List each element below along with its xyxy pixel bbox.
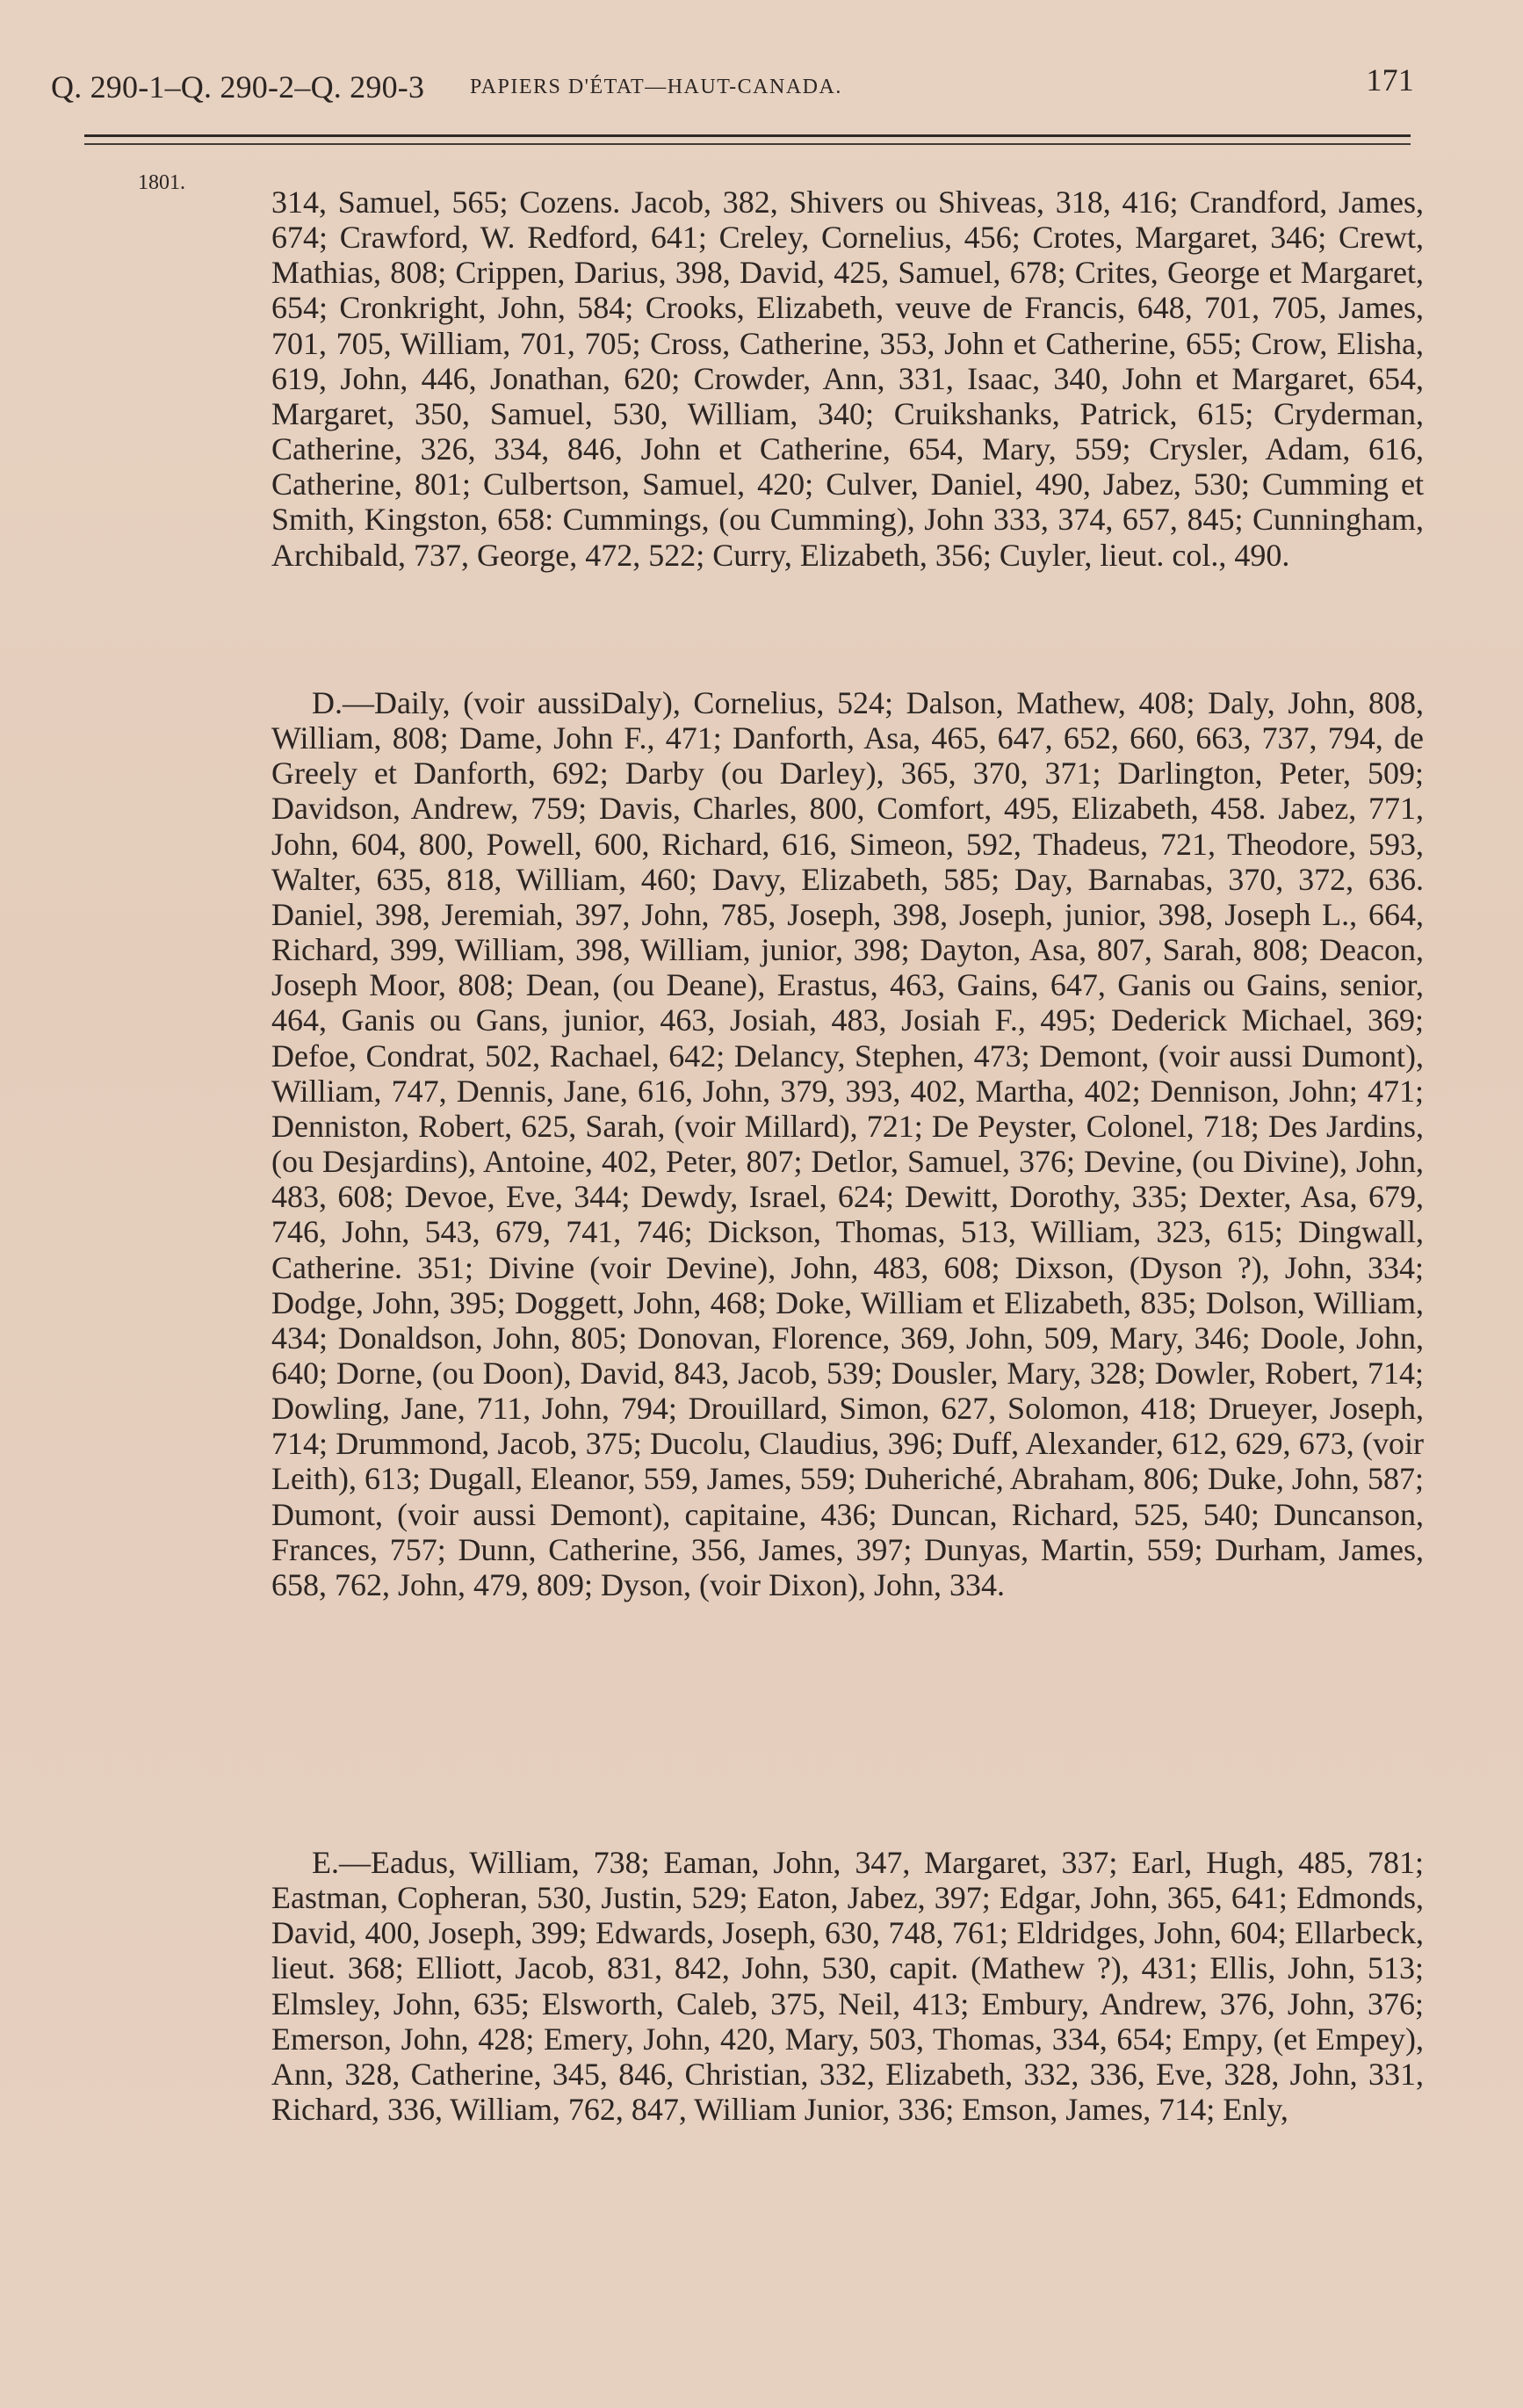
index-entries-d: D.—Daily, (voir aussiDaly), Cornelius, 524; Dalson, Mathew, 408; Daly, John, 808, William, 808; Dame, John F., 471; Danforth, Asa, 465, 647, 652, 660, 663, 737, 794, de Greely et Danforth, 692; Darby (ou Darley), 365, 370, 371; Darlington, Peter, 509; Davidson, Andrew, 759; Davis, Charles, 800, Comfort, 495, Elizabeth, 458. Jabez, 771, John, 604, 800, Powell, 600, Richard, 616, Simeon, 592, Thadeus, 721, Theodore, 593, Walter, 635, 818, William, 460; Davy, Elizabeth, 585; Day, Barnabas, 370, 372, 636. Daniel, 398, Jeremiah, 397, John, 785, Joseph, 398, Joseph, junior, 398, Joseph L., 664, Richard, 399, William, 398, William, junior, 398; Dayton, Asa, 807, Sarah, 808; Deacon, Joseph Moor, 808; Dean, (ou Deane), Erastus, 463, Gains, 647, Ganis ou Gains, senior, 464, Ganis ou Gans, junior, 463, Josiah, 483, Josiah F., 495; Dederick Michael, 369; Defoe, Condrat, 502, Rachael, 642; Delancy, Stephen, 473; Demont, (voir aussi Dumont), William, 747, Dennis, Jane, 616, John, 379, 393, 402, Martha, 402; Dennison, John; 471; Denniston, Robert, 625, Sarah, (voir Millard), 721; De Peyster, Colonel, 718; Des Jardins, (ou Desjardins), Antoine, 402, Peter, 807; Detlor, Samuel, 376; Devine, (ou Divine), John, 483, 608; Devoe, Eve, 344; Dewdy, Israel, 624; Dewitt, Dorothy, 335; Dexter, Asa, 679, 746, John, 543, 679, 741, 746; Dickson, Thomas, 513, William, 323, 615; Dingwall, Catherine. 351; Divine (voir Devine), John, 483, 608; Dixson, (Dyson ?), John, 334; Dodge, John, 395; Doggett, John, 468; Doke, William et Elizabeth, 835; Dolson, William, 434; Donaldson, John, 805; Donovan, Florence, 369, John, 509, Mary, 346; Doole, John, 640; Dorne, (ou Doon), David, 843, Jacob, 539; Dousler, Mary, 328; Dowler, Robert, 714; Dowling, Jane, 711, John, 794; Drouillard, Simon, 627, Solomon, 418; Drueyer, Joseph, 714; Drummond, Jacob, 375; Ducolu, Claudius, 396; Duff, Alexander, 612, 629, 673, (voir Leith), 613; Dugall, Eleanor, 559, James, 559; Duheriché, Abraham, 806; Duke, John, 587; Dumont, (voir aussi Demont), capitaine, 436; Duncan, Richard, 525, 540; Duncanson, Frances, 757; Dunn, Catherine, 356, James, 397; Dunyas, Martin, 559; Durham, James, 658, 762, John, 479, 809; Dyson, (voir Dixon), John, 334. [271,685,1424,1602]
index-entries-e: E.—Eadus, William, 738; Eaman, John, 347, Margaret, 337; Earl, Hugh, 485, 781; Eastman, Copheran, 530, Justin, 529; Eaton, Jabez, 397; Edgar, John, 365, 641; Edmonds, David, 400, Joseph, 399; Edwards, Joseph, 630, 748, 761; Eldridges, John, 604; Ellarbeck, lieut. 368; Elliott, Jacob, 831, 842, John, 530, capit. (Mathew ?), 431; Ellis, John, 513; Elmsley, John, 635; Elsworth, Caleb, 375, Neil, 413; Embury, Andrew, 376, John, 376; Emerson, John, 428; Emery, John, 420, Mary, 503, Thomas, 334, 654; Empy, (et Empey), Ann, 328, Catherine, 345, 846, Christian, 332, Elizabeth, 332, 336, Eve, 328, John, 331, Richard, 336, William, 762, 847, William Junior, 336; Emson, James, 714; Enly, [271,1845,1424,2128]
header-rule-thick [84,134,1411,137]
index-entries-c-continued: 314, Samuel, 565; Cozens. Jacob, 382, Shivers ou Shiveas, 318, 416; Crandford, James, 674; Crawford, W. Redford, 641; Creley, Cornelius, 456; Crotes, Margaret, 346; Crewt, Mathias, 808; Crippen, Darius, 398, David, 425, Samuel, 678; Crites, George et Margaret, 654; Cronkright, John, 584; Crooks, Elizabeth, veuve de Francis, 648, 701, 705, James, 701, 705, William, 701, 705; Cross, Catherine, 353, John et Catherine, 655; Crow, Elisha, 619, John, 446, Jonathan, 620; Crowder, Ann, 331, Isaac, 340, John et Margaret, 654, Margaret, 350, Samuel, 530, William, 340; Cruikshanks, Patrick, 615; Cryderman, Catherine, 326, 334, 846, John et Catherine, 654, Mary, 559; Crysler, Adam, 616, Catherine, 801; Culbertson, Samuel, 420; Culver, Daniel, 490, Jabez, 530; Cumming et Smith, Kingston, 658: Cummings, (ou Cumming), John 333, 374, 657, 845; Cunningham, Archibald, 737, George, 472, 522; Curry, Elizabeth, 356; Cuyler, lieut. col., 490. [271,184,1424,573]
header-rule-thin [84,143,1411,145]
archive-reference: Q. 290-1–Q. 290-2–Q. 290-3 [51,69,425,105]
running-header [51,61,1414,105]
margin-year: 1801. [138,171,185,194]
header-title: PAPIERS D'ÉTAT—HAUT-CANADA. [470,76,842,98]
page-number: 171 [1366,62,1414,98]
